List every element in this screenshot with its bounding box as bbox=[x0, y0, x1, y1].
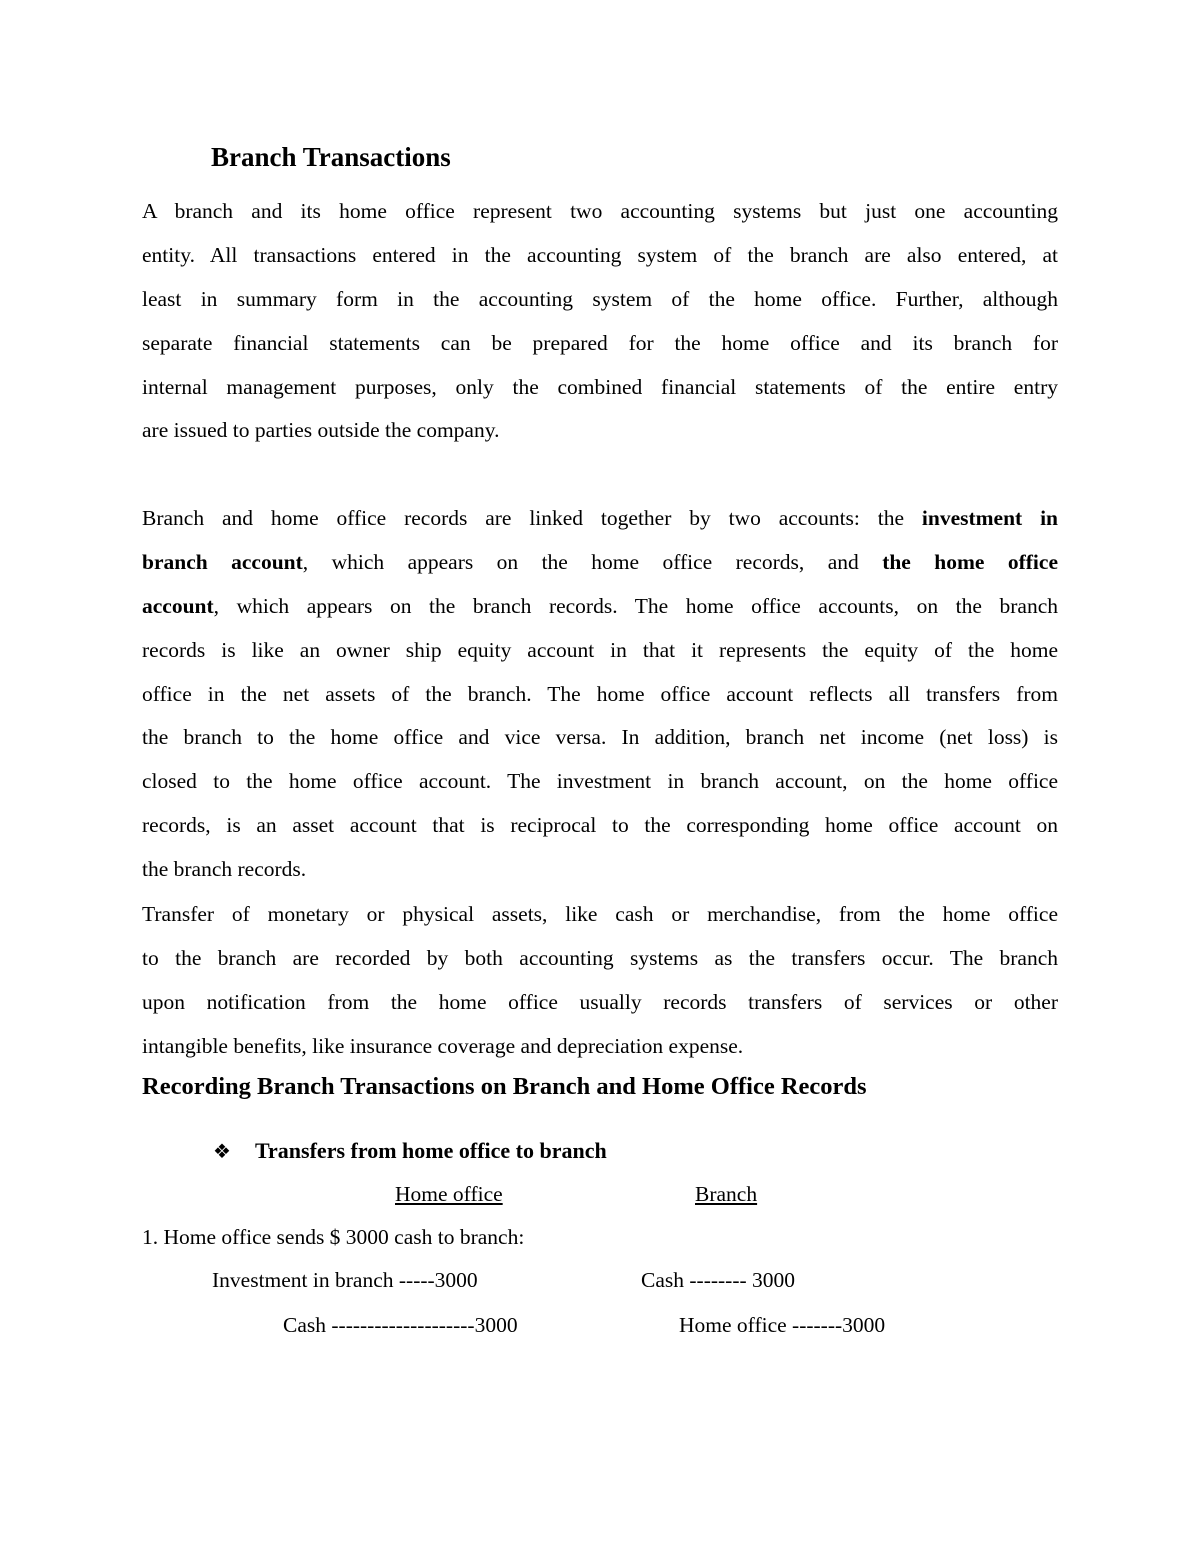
paragraph-line: intangible benefits, like insurance coverage and depreciation expense. bbox=[142, 1033, 744, 1058]
text-run: Branch and home office records are linked together by two accounts: the bbox=[142, 506, 922, 530]
page-title: Branch Transactions bbox=[211, 142, 451, 172]
branch-credit-entry: Home office -------3000 bbox=[679, 1313, 886, 1337]
column-header-home-office: Home office bbox=[395, 1182, 503, 1206]
paragraph-line bbox=[142, 541, 1058, 585]
paragraph-line: least in summary form in the accounting system of the home office. Further, although bbox=[142, 286, 1058, 311]
bold-term-home-office: the home office bbox=[882, 549, 1058, 574]
paragraph-line: separate financial statements can be prepared for the home office and its branch for bbox=[142, 330, 1058, 355]
paragraph-line: are issued to parties outside the company. bbox=[142, 418, 500, 443]
paragraph-line: to the branch are recorded by both accounting systems as the transfers occur. The branch bbox=[142, 945, 1058, 970]
transfers-paragraph bbox=[142, 893, 1058, 1069]
home-office-debit-entry: Investment in branch -----3000 bbox=[212, 1268, 478, 1292]
column-header-branch: Branch bbox=[695, 1182, 758, 1206]
paragraph-line bbox=[142, 585, 1058, 629]
text-run: , which appears on the branch records. The home office accounts, on the branch bbox=[213, 593, 1058, 618]
paragraph-line: the branch records. bbox=[142, 857, 307, 882]
paragraph-line: the branch to the home office and vice versa. In addition, branch net income (net loss) is bbox=[142, 725, 1058, 750]
paragraph-line: entity. All transactions entered in the accounting system of the branch are also entered, at bbox=[142, 242, 1058, 267]
paragraph-line: closed to the home office account. The investment in branch account, on the home office bbox=[142, 769, 1058, 794]
bullet-text: Transfers from home office to branch bbox=[255, 1138, 607, 1163]
bold-term-account: account bbox=[142, 593, 214, 618]
accounts-paragraph bbox=[142, 497, 1058, 892]
paragraph-line: upon notification from the home office usually records transfers of services or other bbox=[142, 989, 1058, 1014]
transaction-description: 1. Home office sends $ 3000 cash to branch: bbox=[142, 1225, 525, 1249]
intro-paragraph bbox=[142, 190, 1058, 453]
home-office-credit-entry: Cash --------------------3000 bbox=[283, 1313, 518, 1337]
branch-debit-entry: Cash -------- 3000 bbox=[641, 1268, 796, 1292]
bold-term-branch-account: branch account bbox=[142, 549, 303, 574]
text-run: , which appears on the home office records, and bbox=[302, 549, 883, 574]
paragraph-line: Transfer of monetary or physical assets, like cash or merchandise, from the home office bbox=[142, 902, 1058, 926]
paragraph-line: records is like an owner ship equity account in that it represents the equity of the home bbox=[142, 637, 1058, 662]
bold-term-investment: investment in bbox=[921, 506, 1059, 530]
four-diamond-bullet-icon: ❖ bbox=[213, 1139, 231, 1163]
paragraph-line: office in the net assets of the branch. The home office account reflects all transfers from bbox=[142, 681, 1058, 706]
paragraph-line bbox=[142, 497, 1058, 541]
bullet-item bbox=[213, 1138, 607, 1164]
section-heading: Recording Branch Transactions on Branch and Home Office Records bbox=[142, 1073, 867, 1100]
paragraph-line: A branch and its home office represent two accounting systems but just one accounting bbox=[142, 199, 1058, 223]
paragraph-line: records, is an asset account that is reciprocal to the corresponding home office account on bbox=[142, 813, 1058, 838]
paragraph-line: internal management purposes, only the combined financial statements of the entire entry bbox=[142, 374, 1058, 399]
